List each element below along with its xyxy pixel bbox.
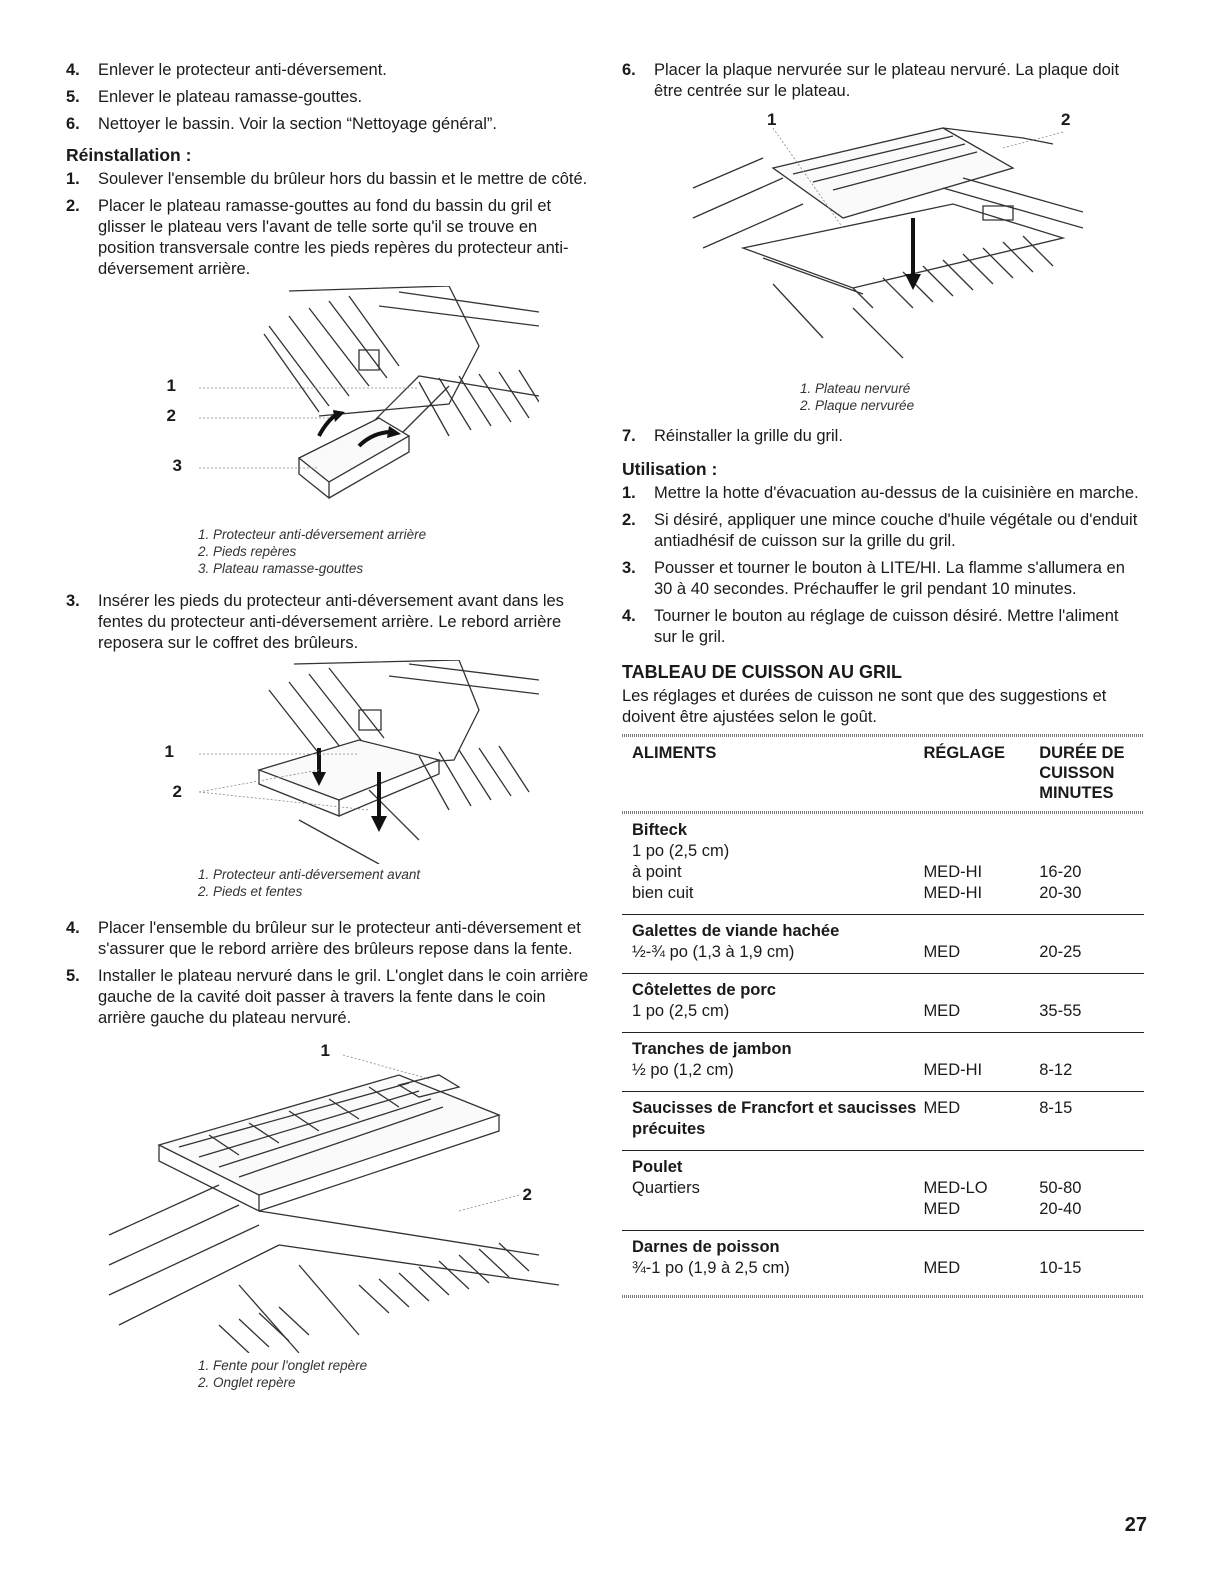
list-item: 7. Réinstaller la grille du gril. (622, 427, 843, 445)
table-row: bien cuit MED-HI 20-30 (632, 884, 1082, 902)
front-shield-illustration (119, 660, 539, 864)
figure-drip-tray (119, 286, 539, 524)
insert-steps (66, 591, 591, 654)
callout-2: 2 (172, 782, 182, 801)
reinstall-steps (66, 169, 591, 280)
table-row: Saucisses de Francfort et saucisses précuites MED 8-15 (632, 1099, 1073, 1138)
figure-caption: 1. Protecteur anti-déversement avant 2. Pieds et fentes (198, 867, 421, 899)
table-row: ½ po (1,2 cm) MED-HI 8-12 (632, 1061, 1073, 1079)
use-steps (622, 483, 1144, 648)
drip-tray-illustration (119, 286, 539, 524)
ribbed-tray-illustration (99, 1035, 559, 1353)
figure-front-shield (119, 660, 539, 864)
header-time: DURÉE DE CUISSON MINUTES (1039, 744, 1125, 802)
page-number: 27 (1124, 1514, 1147, 1536)
figure-ribbed-plate (683, 108, 1083, 376)
table-row: Quartiers MED-LO 50-80 (632, 1179, 1082, 1197)
table-group-fish: Darnes de poisson ¾-1 po (1,9 à 2,5 cm) MED 10-15 (622, 1231, 1144, 1289)
list-item: 4. Placer l'ensemble du brûleur sur le protecteur anti-déversement et s'assurer que le rebord arrière des brûleurs repose dans la fente. (66, 919, 581, 958)
callout-2: 2 (522, 1185, 532, 1204)
list-item: 2. Placer le plateau ramasse-gouttes au fond du bassin du gril et glisser le plateau vers l'avant de telle sorte qu'il se trouve en position transversale contre les pieds repères du protecteur anti-déversement arrière. (66, 197, 569, 278)
left-column (66, 60, 591, 1391)
list-item: 3. Insérer les pieds du protecteur anti-déversement avant dans les fentes du protecteur anti-déversement arrière. Le rebord arrière reposera sur le coffret des brûleurs. (66, 592, 564, 652)
figure-caption: 1. Fente pour l'onglet repère 2. Onglet repère (198, 1358, 368, 1390)
table-row: ½-¾ po (1,3 à 1,9 cm) MED 20-25 (632, 943, 1082, 961)
callout-2: 2 (1061, 110, 1071, 129)
callout-1: 1 (166, 376, 176, 395)
right-column (622, 60, 1144, 1302)
table-heading: TABLEAU DE CUISSON AU GRIL (622, 662, 903, 682)
figure-caption: 1. Protecteur anti-déversement arrière 2. Pieds repères 3. Plateau ramasse-gouttes (198, 527, 427, 576)
list-item: 5. Installer le plateau nervuré dans le gril. L'onglet dans le coin arrière gauche de la cavité doit passer à travers la fente dans le coin arrière gauche du plateau nervuré. (66, 967, 589, 1027)
list-item: 4. Tourner le bouton au réglage de cuisson désiré. Mettre l'aliment sur le gril. (622, 607, 1119, 646)
grill-grate-steps (622, 426, 1144, 447)
use-heading: Utilisation : (622, 459, 718, 479)
table-row: à point MED-HI 16-20 (632, 863, 1082, 881)
callout-1: 1 (767, 110, 777, 129)
table-group-pork-chops: Côtelettes de porc 1 po (2,5 cm) MED 35-55 (622, 974, 1144, 1032)
table-row: 1 po (2,5 cm) (632, 842, 730, 860)
ribbed-plate-illustration (683, 108, 1083, 376)
burner-steps (66, 918, 591, 1029)
table-row: 1 po (2,5 cm) MED 35-55 (632, 1002, 1082, 1020)
list-item: 4. Enlever le protecteur anti-déversement. (66, 61, 387, 79)
list-item: 3. Pousser et tourner le bouton à LITE/HI. La flamme s'allumera en 30 à 40 secondes. Préchauffer le gril pendant 10 minutes. (622, 559, 1125, 598)
callout-2: 2 (166, 406, 176, 425)
table-header (622, 741, 1144, 811)
list-item: 1. Soulever l'ensemble du brûleur hors du bassin et le mettre de côté. (66, 170, 588, 188)
list-item: 6. Placer la plaque nervurée sur le plateau nervuré. La plaque doit être centrée sur le plateau. (622, 61, 1120, 100)
list-item: 2. Si désiré, appliquer une mince couche d'huile végétale ou d'enduit antiadhésif de cuisson sur la grille du gril. (622, 511, 1138, 550)
table-group-ham: Tranches de jambon ½ po (1,2 cm) MED-HI 8-12 (622, 1033, 1144, 1091)
table-intro: Les réglages et durées de cuisson ne sont que des suggestions et doivent être ajustées selon le goût. (622, 687, 1107, 726)
header-foods: ALIMENTS (632, 744, 717, 762)
header-setting: RÉGLAGE (923, 744, 1006, 762)
list-item: 5. Enlever le plateau ramasse-gouttes. (66, 88, 363, 106)
table-bottom-rule (622, 1295, 1144, 1298)
table-group-patties: Galettes de viande hachée ½-¾ po (1,3 à 1,9 cm) MED 20-25 (622, 915, 1144, 973)
figure-caption: 1. Plateau nervuré 2. Plaque nervurée (800, 381, 915, 413)
table-row: ¾-1 po (1,9 à 2,5 cm) MED 10-15 (632, 1259, 1082, 1277)
table-row: MED 20-40 (923, 1200, 1082, 1218)
callout-3: 3 (172, 456, 182, 475)
table-group-chicken: Poulet Quartiers MED-LO 50-80 MED 20-40 (622, 1151, 1144, 1230)
removal-steps (66, 60, 591, 135)
table-group-sausages (622, 1092, 1144, 1150)
callout-1: 1 (164, 742, 174, 761)
list-item: 1. Mettre la hotte d'évacuation au-dessus de la cuisinière en marche. (622, 484, 1139, 502)
list-item: 6. Nettoyer le bassin. Voir la section “Nettoyage général”. (66, 115, 497, 133)
table-top-rule (622, 734, 1144, 737)
reinstall-heading: Réinstallation : (66, 145, 192, 165)
callout-1: 1 (320, 1041, 330, 1060)
table-group-steak: Bifteck 1 po (2,5 cm) à point MED-HI 16-20 bien cuit MED-HI 20-30 (622, 814, 1144, 914)
figure-ribbed-tray (99, 1035, 559, 1353)
plate-steps (622, 60, 1144, 102)
